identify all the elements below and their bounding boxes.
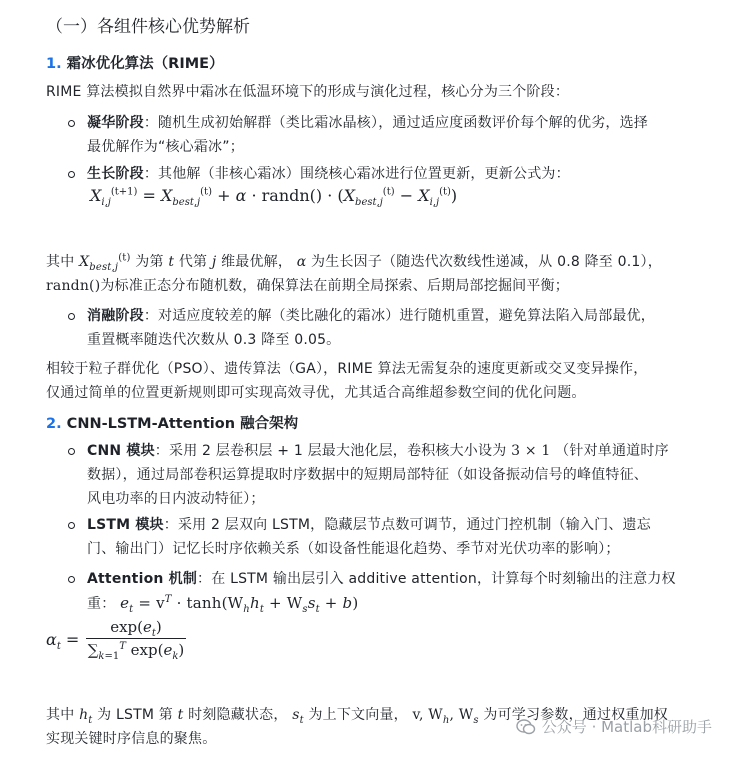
bullet-icon (68, 171, 75, 178)
stage1-line2: 最优解作为“核心霜冰”； (87, 139, 244, 155)
stage2-text: ：其他解（非核心霜冰）围绕核心霜冰进行位置更新，更新公式为： (143, 166, 570, 182)
stage3-label: 消融阶段 (87, 308, 144, 324)
rime-stage1 (87, 111, 648, 159)
section-title: （一）各组件核心优势解析 (46, 17, 250, 37)
watermark-text: 公众号 · Matlab科研助手 (541, 718, 712, 736)
bullet-icon (68, 522, 75, 529)
cnn-label: CNN 模块 (87, 443, 155, 459)
attention-module: Attention 机制：在 LSTM 输出层引入 additive attention，计算每个时刻输出的注意力权 重： $e_t = v^T \cdot \tanh(W_hh_t + W_ss_t + b)$ (87, 571, 676, 615)
rime-stage2 (87, 162, 570, 186)
stage2-label: 生长阶段 (87, 166, 144, 182)
cnn-module: CNN 模块：采用 2 层卷积层 + 1 层最大池化层，卷积核大小设为 3 × 1 （针对单通道时序 数据），通过局部卷积运算提取时序数据中的短期局部特征（如设备振动信号的峰值特征、 风电功率的日内波动特征）； (87, 443, 669, 507)
rime-where-line: 其中 $X_{best,j}^{(t)}$ 为第 t 代第 j 维最优解， α 为生长因子（随迭代次数线性递减，从 0.8 降至 0.1）， (46, 252, 662, 273)
rime-heading-number: 1. (46, 56, 62, 72)
rime-update-formula: $X_{i,j}^{(t+1)} = X_{best,j}^{(t)} + \alpha$ · randn() · $(X_{best,j}^{(t)} - X_{i,j}^{(t)})$ (90, 186, 458, 209)
attention-where-line: 其中 $h_t$ 为 LSTM 第 t 时刻隐藏状态， $s_t$ 为上下文向量， v, $W_h$, $W_s$ 为可学习参数，通过权重加权 实现关键时序信息的聚焦。 (46, 707, 668, 747)
softmax-formula: $\exp(e_t)$ $\sum_{k=1}^T$ $\exp(e_k)$ (87, 618, 185, 662)
rime-intro: RIME 算法模拟自然界中霜冰在低温环境下的形成与演化过程，核心分为三个阶段： (46, 84, 570, 100)
lstm-module: LSTM 模块：采用 2 层双向 LSTM，隐藏层节点数可调节，通过门控机制（输入门、遗忘 门、输出门）记忆长时序依赖关系（如设备性能退化趋势、季节对光伏功率的影响）； (87, 517, 651, 557)
alpha-lhs: $\alpha_t$ = (46, 630, 80, 653)
lstm-label: LSTM 模块 (87, 517, 164, 533)
rime-comparison: 相较于粒子群优化（PSO）、遗传算法（GA），RIME 算法无需复杂的速度更新或交叉变异操作， 仅通过简单的位置更新规则即可实现高效寻优，尤其适合高维超参数空间的优化问题。 (46, 361, 648, 401)
wechat-icon (516, 719, 536, 735)
bullet-icon (68, 313, 75, 320)
rime-stage3 (87, 304, 655, 352)
stage3-line1: ：对适应度较差的解（类比融化的霜冰）进行随机重置，避免算法陷入局部最优， (143, 308, 656, 324)
bullet-icon (68, 448, 75, 455)
rime-randn-line: randn()为标准正态分布随机数，确保算法在前期全局探索、后期局部挖掘间平衡； (46, 278, 569, 294)
stage1-line1: ：随机生成初始解群（类比霜冰晶核），通过适应度函数评价每个解的优劣，选择 (143, 115, 649, 131)
rime-heading-text: 霜冰优化算法（RIME） (66, 56, 224, 72)
rime-heading (46, 52, 224, 73)
stage1-label: 凝华阶段 (87, 115, 144, 131)
attention-label: Attention 机制 (87, 571, 198, 587)
cnn-lstm-heading-number: 2. (46, 416, 62, 432)
cnn-lstm-heading-text: CNN-LSTM-Attention 融合架构 (66, 416, 299, 432)
bullet-icon (68, 120, 75, 127)
watermark (516, 716, 712, 737)
bullet-icon (68, 576, 75, 583)
stage3-line2: 重置概率随迭代次数从 0.3 降至 0.05。 (87, 332, 341, 348)
cnn-lstm-heading (46, 412, 298, 433)
